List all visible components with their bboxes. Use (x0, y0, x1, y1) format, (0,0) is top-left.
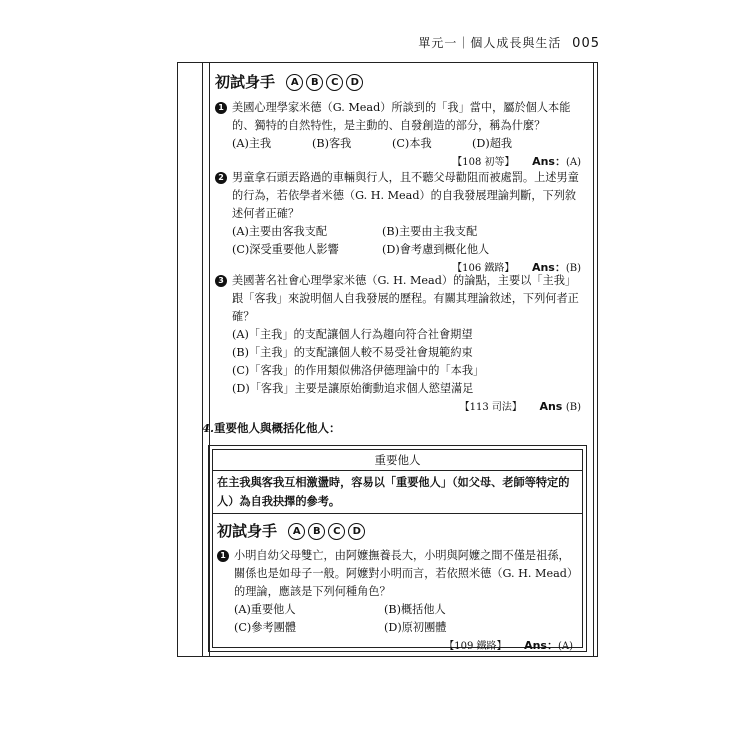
question-stem: 男童拿石頭丟路過的車輛與行人，且不聽父母勸阻而被處罰。上述男童的行為，若依學者米德（G. H. Mead）的自我發展理論判斷，下列敘述何者正確？ (232, 171, 579, 220)
answer-line (215, 398, 585, 417)
practice-title-text: 初試身手 (215, 73, 276, 91)
concept-box-heading: 重要他人 (213, 450, 582, 471)
badge-a-icon: A (288, 523, 305, 540)
page-frame (177, 62, 598, 657)
header-title: 單元一｜個人成長與生活 (418, 36, 562, 50)
concept-box-text: 在主我與客我互相激盪時，容易以「重要他人」（如父母、老師等特定的人）為自我抉擇的參考。 (213, 471, 582, 514)
option-c: (C)參考團體 (234, 621, 297, 634)
practice-title (217, 520, 578, 541)
options (234, 601, 577, 637)
question-stem: 美國著名社會心理學家米德（G. H. Mead）的論點，主要以「主我」跟「客我」來說明個人自我發展的歷程。有關其理論敘述，下列何者正確？ (232, 274, 579, 323)
abcd-badges (286, 74, 363, 91)
question-number-badge: 2 (215, 172, 227, 184)
question-2-1 (217, 547, 577, 656)
running-header (418, 34, 600, 51)
badge-d-icon: D (348, 523, 365, 540)
question-2 (215, 169, 585, 278)
option-d: (D)會考慮到概化他人 (382, 243, 490, 256)
badge-a-icon: A (286, 74, 303, 91)
options (232, 223, 585, 259)
concept-box-inner (212, 449, 583, 652)
badge-d-icon: D (346, 74, 363, 91)
answer-label: Ans： (524, 639, 558, 652)
question-number-badge: 3 (215, 275, 227, 287)
option-d: (D)超我 (472, 137, 513, 150)
question-stem: 小明自幼父母雙亡，由阿嬤撫養長大，小明與阿嬤之間不僅是祖孫，關係也是如母子一般。阿嬤對小明而言，若依照米德（G. H. Mead）的理論，應該是下列何種角色？ (234, 549, 573, 598)
answer-value: (A) (565, 157, 581, 168)
practice-2 (213, 514, 582, 656)
question-number-badge: 1 (215, 102, 227, 114)
answer-value: (A) (557, 641, 573, 652)
option-c: (C)「客我」的作用類似佛洛伊德理論中的「本我」 (232, 364, 485, 377)
option-a: (A)「主我」的支配讓個人行為趨向符合社會期望 (232, 328, 473, 341)
option-c: (C)深受重要他人影響 (232, 243, 339, 256)
badge-c-icon: C (328, 523, 345, 540)
practice-title-text: 初試身手 (217, 522, 278, 540)
answer-value: (B) (565, 263, 581, 274)
option-a: (A)主我 (232, 137, 272, 150)
badge-b-icon: B (306, 74, 323, 91)
question-stem: 美國心理學家米德（G. Mead）所談到的「我」當中，屬於個人本能的、獨特的自然特性，是主動的、自發創造的部分，稱為什麼？ (232, 101, 571, 132)
option-b: (B)主要由主我支配 (382, 225, 478, 238)
subhead-number: 4. (202, 421, 215, 435)
answer-label: Ans (539, 400, 563, 413)
option-d: (D)原初團體 (384, 621, 447, 634)
option-c: (C)本我 (392, 137, 432, 150)
subhead-text: 重要他人與概括化他人： (214, 421, 341, 435)
section-subhead (202, 420, 341, 436)
answer-value: (B) (565, 402, 581, 413)
source-tag: 【109 鐵路】 (444, 641, 507, 652)
question-3 (215, 272, 585, 417)
option-a: (A)重要他人 (234, 603, 296, 616)
options (232, 326, 585, 398)
options (232, 135, 585, 153)
source-tag: 【108 初等】 (452, 157, 515, 168)
option-a: (A)主要由客我支配 (232, 225, 328, 238)
badge-c-icon: C (326, 74, 343, 91)
abcd-badges (288, 523, 365, 540)
source-tag: 【106 鐵路】 (452, 263, 515, 274)
question-number-badge: 1 (217, 550, 229, 562)
concept-box (208, 445, 587, 652)
badge-b-icon: B (308, 523, 325, 540)
answer-label: Ans： (531, 261, 566, 274)
option-b: (B)概括他人 (384, 603, 446, 616)
option-b: (B)「主我」的支配讓個人較不易受社會規範約束 (232, 346, 473, 359)
left-margin-bar (178, 63, 203, 656)
answer-label: Ans： (532, 155, 566, 168)
page-number: 005 (572, 36, 600, 51)
source-tag: 【113 司法】 (459, 402, 522, 413)
option-d: (D)「客我」主要是讓原始衝動追求個人慾望滿足 (232, 382, 474, 395)
practice-title (215, 71, 363, 92)
answer-line (217, 637, 577, 656)
option-b: (B)客我 (312, 137, 352, 150)
question-1 (215, 99, 585, 172)
